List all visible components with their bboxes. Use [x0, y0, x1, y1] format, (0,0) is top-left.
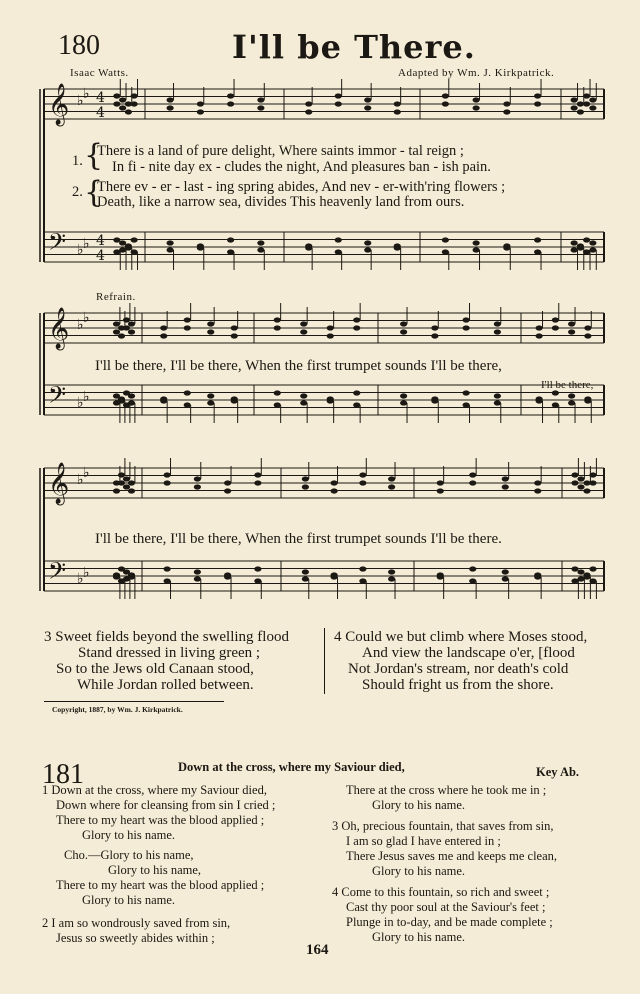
note-head	[167, 97, 174, 102]
note-head	[254, 472, 261, 477]
note-head	[160, 398, 167, 403]
note-head	[274, 317, 281, 322]
note-head	[534, 574, 541, 579]
note-head	[584, 325, 591, 330]
note-head	[327, 398, 334, 403]
note-head	[274, 325, 281, 330]
clef-glyph: 4	[96, 90, 105, 106]
note-head	[577, 109, 584, 114]
note-head	[431, 333, 438, 338]
verse-brace: {	[84, 138, 104, 173]
clef-glyph: 𝄞	[48, 84, 70, 125]
note-head	[589, 240, 596, 245]
note-head	[577, 476, 584, 481]
note-head	[131, 101, 138, 106]
note-head	[194, 484, 201, 489]
note-head	[568, 400, 575, 405]
note-head	[302, 569, 309, 574]
note-head	[123, 476, 130, 481]
note-head	[534, 101, 541, 106]
verse-line: There to my heart was the blood applied ;	[56, 813, 265, 827]
note-head	[257, 247, 264, 252]
note-head	[227, 93, 234, 98]
lyric-line: In fi - nite day ex - cludes the night, And pleasures ban - ish pain.	[112, 159, 491, 175]
clef-glyph: ♭	[77, 395, 84, 411]
note-head	[583, 93, 590, 98]
note-head	[494, 329, 501, 334]
verse-line: Glory to his name.	[372, 798, 466, 812]
note-head	[123, 325, 130, 330]
note-head	[364, 97, 371, 102]
note-head	[568, 321, 575, 326]
stanza-line: 3 Sweet fields beyond the swelling flood	[44, 629, 289, 645]
note-head	[335, 237, 342, 242]
note-head	[128, 480, 135, 485]
note-head	[589, 247, 596, 252]
note-head	[431, 398, 438, 403]
note-head	[503, 101, 510, 106]
copyright: Copyright, 1887, by Wm. J. Kirkpatrick.	[52, 705, 183, 714]
note-head	[167, 105, 174, 110]
clef-glyph: 𝄞	[48, 463, 70, 504]
verse-line: I am so glad I have entered in ;	[346, 834, 501, 848]
clef-glyph: ♭	[83, 565, 90, 581]
verse-line: 4 Come to this fountain, so rich and sweet ;	[332, 885, 550, 899]
clef-glyph: 4	[96, 105, 105, 121]
column-divider	[324, 628, 325, 694]
note-head	[536, 325, 543, 330]
note-head	[224, 574, 231, 579]
note-head	[552, 317, 559, 322]
note-head	[128, 574, 135, 579]
note-head	[589, 472, 596, 477]
note-head	[534, 249, 541, 254]
note-head	[353, 390, 360, 395]
clef-glyph: 4	[96, 248, 105, 264]
stanza-line: While Jordan rolled between.	[77, 677, 254, 693]
note-head	[589, 480, 596, 485]
note-head	[364, 247, 371, 252]
note-head	[118, 480, 125, 485]
note-head	[437, 574, 444, 579]
note-head	[194, 569, 201, 574]
note-head	[257, 105, 264, 110]
note-head	[571, 480, 578, 485]
verse-line: Jesus so sweetly abides within ;	[56, 931, 215, 945]
note-head	[184, 390, 191, 395]
clef-glyph: ♭	[77, 93, 84, 109]
note-head	[473, 247, 480, 252]
verse-line: 1 Down at the cross, where my Saviour died,	[42, 783, 267, 797]
note-head	[388, 476, 395, 481]
clef-glyph: ♭	[77, 472, 84, 488]
note-head	[231, 325, 238, 330]
note-head	[359, 566, 366, 571]
note-head	[131, 237, 138, 242]
note-head	[469, 480, 476, 485]
note-head	[274, 402, 281, 407]
note-head	[577, 569, 584, 574]
note-head	[364, 105, 371, 110]
note-head	[502, 484, 509, 489]
note-head	[388, 484, 395, 489]
note-head	[302, 484, 309, 489]
note-head	[305, 101, 312, 106]
verse-line: There Jesus saves me and keeps me clean,	[346, 849, 558, 863]
verse-number: 2.	[72, 184, 83, 200]
note-head	[125, 109, 132, 114]
note-head	[160, 333, 167, 338]
verse-line: Glory to his name.	[372, 930, 466, 944]
refrain-lyric: I'll be there, I'll be there, When the first trumpet sounds I'll be there.	[95, 531, 502, 547]
lyric-line: There is a land of pure delight, Where saints immor - tal reign ;	[97, 143, 464, 159]
note-head	[442, 237, 449, 242]
note-head	[207, 400, 214, 405]
note-head	[131, 93, 138, 98]
note-head	[331, 574, 338, 579]
note-head	[257, 97, 264, 102]
note-head	[164, 578, 171, 583]
clef-glyph: 𝄢	[48, 557, 67, 590]
note-head	[327, 325, 334, 330]
note-head	[583, 574, 590, 579]
note-head	[437, 488, 444, 493]
note-head	[128, 488, 135, 493]
clef-glyph: 𝄢	[48, 228, 67, 261]
note-head	[502, 569, 509, 574]
copyright-rule	[44, 701, 224, 702]
note-head	[534, 488, 541, 493]
hymn181-right-column	[332, 783, 557, 945]
note-head	[194, 576, 201, 581]
note-head	[128, 400, 135, 405]
note-head	[113, 574, 120, 579]
note-head	[335, 101, 342, 106]
note-head	[164, 472, 171, 477]
note-head	[577, 245, 584, 250]
note-head	[300, 329, 307, 334]
note-head	[197, 109, 204, 114]
note-head	[571, 240, 578, 245]
note-head	[353, 402, 360, 407]
note-head	[577, 101, 584, 106]
note-head	[359, 480, 366, 485]
note-head	[118, 472, 125, 477]
note-head	[207, 393, 214, 398]
note-head	[128, 393, 135, 398]
bass-lyric: I'll be there,	[541, 379, 594, 391]
clef-glyph: 4	[96, 233, 105, 249]
note-head	[552, 325, 559, 330]
note-head	[167, 240, 174, 245]
note-head	[227, 101, 234, 106]
stanza-line: Not Jordan's stream, nor death's cold	[348, 661, 569, 677]
note-head	[463, 317, 470, 322]
note-head	[194, 476, 201, 481]
note-head	[123, 317, 130, 322]
note-head	[300, 321, 307, 326]
note-head	[463, 325, 470, 330]
note-head	[571, 566, 578, 571]
note-head	[442, 93, 449, 98]
note-head	[353, 317, 360, 322]
note-head	[327, 333, 334, 338]
note-head	[534, 237, 541, 242]
note-head	[589, 105, 596, 110]
note-head	[125, 245, 132, 250]
note-head	[571, 97, 578, 102]
note-head	[257, 240, 264, 245]
stanza-line: And view the landscape o'er, [flood	[362, 645, 575, 661]
note-head	[197, 101, 204, 106]
note-head	[400, 393, 407, 398]
chorus-line: Glory to his name,	[108, 863, 202, 877]
note-head	[113, 488, 120, 493]
note-head	[123, 484, 130, 489]
note-head	[364, 240, 371, 245]
note-head	[394, 109, 401, 114]
note-head	[119, 105, 126, 110]
note-head	[494, 400, 501, 405]
note-head	[128, 329, 135, 334]
note-head	[589, 97, 596, 102]
verse-line: Plunge in to-day, and be made complete ;	[346, 915, 553, 929]
note-head	[335, 93, 342, 98]
note-head	[584, 333, 591, 338]
clef-glyph: 𝄞	[48, 308, 70, 349]
note-head	[197, 245, 204, 250]
note-head	[184, 402, 191, 407]
note-head	[536, 398, 543, 403]
clef-glyph: ♭	[83, 86, 90, 102]
note-head	[359, 472, 366, 477]
note-head	[331, 480, 338, 485]
note-head	[400, 400, 407, 405]
note-head	[400, 321, 407, 326]
verse-line: Cast thy poor soul at the Saviour's feet ;	[346, 900, 546, 914]
note-head	[335, 249, 342, 254]
note-head	[536, 333, 543, 338]
stanza-line: Should fright us from the shore.	[362, 677, 554, 693]
page-number: 164	[306, 942, 329, 958]
note-head	[589, 578, 596, 583]
note-head	[583, 237, 590, 242]
note-head	[473, 105, 480, 110]
note-head	[503, 245, 510, 250]
note-head	[167, 247, 174, 252]
stanza-line: So to the Jews old Canaan stood,	[56, 661, 254, 677]
note-head	[113, 93, 120, 98]
note-head	[274, 390, 281, 395]
note-head	[119, 240, 126, 245]
note-head	[583, 249, 590, 254]
note-head	[442, 101, 449, 106]
note-head	[128, 321, 135, 326]
verse-number: 1.	[72, 153, 83, 169]
note-head	[494, 321, 501, 326]
clef-glyph: ♭	[83, 310, 90, 326]
note-head	[463, 390, 470, 395]
note-head	[571, 247, 578, 252]
verse-line: Glory to his name.	[82, 828, 176, 842]
note-head	[119, 97, 126, 102]
note-head	[394, 101, 401, 106]
note-head	[469, 566, 476, 571]
note-head	[494, 393, 501, 398]
note-head	[254, 578, 261, 583]
note-head	[442, 249, 449, 254]
note-head	[353, 325, 360, 330]
note-head	[300, 400, 307, 405]
clef-glyph: ♭	[83, 465, 90, 481]
note-head	[164, 480, 171, 485]
chorus-line: There to my heart was the blood applied ;	[56, 878, 265, 892]
note-head	[388, 569, 395, 574]
note-head	[473, 240, 480, 245]
stanza-line: 4 Could we but climb where Moses stood,	[334, 629, 588, 645]
note-head	[463, 402, 470, 407]
note-head	[394, 245, 401, 250]
note-head	[113, 329, 120, 334]
clef-glyph: ♭	[83, 389, 90, 405]
clef-glyph: 𝄢	[48, 381, 67, 414]
note-head	[584, 398, 591, 403]
lyric-line: There ev - er - last - ing spring abides, And nev - er-with'ring flowers ;	[97, 179, 506, 195]
note-head	[400, 329, 407, 334]
note-head	[118, 333, 125, 338]
note-head	[227, 249, 234, 254]
note-head	[164, 566, 171, 571]
note-head	[331, 488, 338, 493]
stanza-3	[44, 629, 289, 693]
hymn-title: I'll be There.	[232, 28, 476, 66]
note-head	[224, 488, 231, 493]
note-head	[302, 476, 309, 481]
note-head	[207, 329, 214, 334]
note-head	[231, 398, 238, 403]
hymn181-left-column	[42, 783, 275, 946]
clef-glyph: ♭	[83, 236, 90, 252]
note-head	[503, 109, 510, 114]
note-head	[254, 480, 261, 485]
lyric-line: Death, like a narrow sea, divides This heavenly land from ours.	[97, 194, 465, 210]
note-head	[118, 398, 125, 403]
refrain-label: Refrain.	[96, 291, 136, 303]
note-head	[469, 472, 476, 477]
author-credit: Isaac Watts.	[70, 67, 129, 79]
note-head	[568, 329, 575, 334]
key-signature: Key Ab.	[536, 765, 580, 779]
verse-line: There at the cross where he took me in ;	[346, 783, 547, 797]
note-head	[113, 321, 120, 326]
hymn-title: Down at the cross, where my Saviour died,	[178, 760, 405, 774]
note-head	[207, 321, 214, 326]
note-head	[469, 578, 476, 583]
note-head	[502, 576, 509, 581]
note-head	[184, 317, 191, 322]
chorus-line: Cho.—Glory to his name,	[64, 848, 194, 862]
note-head	[227, 237, 234, 242]
note-head	[160, 325, 167, 330]
note-head	[131, 249, 138, 254]
note-head	[437, 480, 444, 485]
stanza-line: Stand dressed in living green ;	[78, 645, 261, 661]
note-head	[583, 101, 590, 106]
verse-line: Glory to his name.	[372, 864, 466, 878]
note-head	[473, 97, 480, 102]
refrain-lyric: I'll be there, I'll be there, When the first trumpet sounds I'll be there,	[95, 358, 502, 374]
hymn-number: 181	[42, 759, 84, 790]
note-head	[431, 325, 438, 330]
note-head	[359, 578, 366, 583]
hymn-number: 180	[58, 30, 100, 61]
note-head	[224, 480, 231, 485]
note-head	[577, 484, 584, 489]
verse-line: Down where for cleansing from sin I cried ;	[56, 798, 276, 812]
note-head	[305, 109, 312, 114]
clef-glyph: ♭	[77, 242, 84, 258]
note-head	[552, 390, 559, 395]
clef-glyph: ♭	[77, 317, 84, 333]
note-head	[552, 402, 559, 407]
chorus-line: Glory to his name.	[82, 893, 176, 907]
note-head	[113, 237, 120, 242]
verse-line: 2 I am so wondrously saved from sin,	[42, 916, 231, 930]
note-head	[502, 476, 509, 481]
note-head	[184, 325, 191, 330]
note-head	[568, 393, 575, 398]
verse-brace: {	[84, 175, 104, 210]
note-head	[571, 472, 578, 477]
clef-glyph: ♭	[77, 571, 84, 587]
verse-line: 3 Oh, precious fountain, that saves from sin,	[332, 819, 554, 833]
note-head	[583, 488, 590, 493]
arranger-credit: Adapted by Wm. J. Kirkpatrick.	[398, 67, 555, 79]
stanza-4	[334, 629, 587, 693]
note-head	[113, 101, 120, 106]
note-head	[300, 393, 307, 398]
note-head	[231, 333, 238, 338]
note-head	[571, 105, 578, 110]
note-head	[302, 576, 309, 581]
note-head	[534, 93, 541, 98]
note-head	[388, 576, 395, 581]
note-head	[534, 480, 541, 485]
note-head	[589, 566, 596, 571]
note-head	[305, 245, 312, 250]
note-head	[254, 566, 261, 571]
